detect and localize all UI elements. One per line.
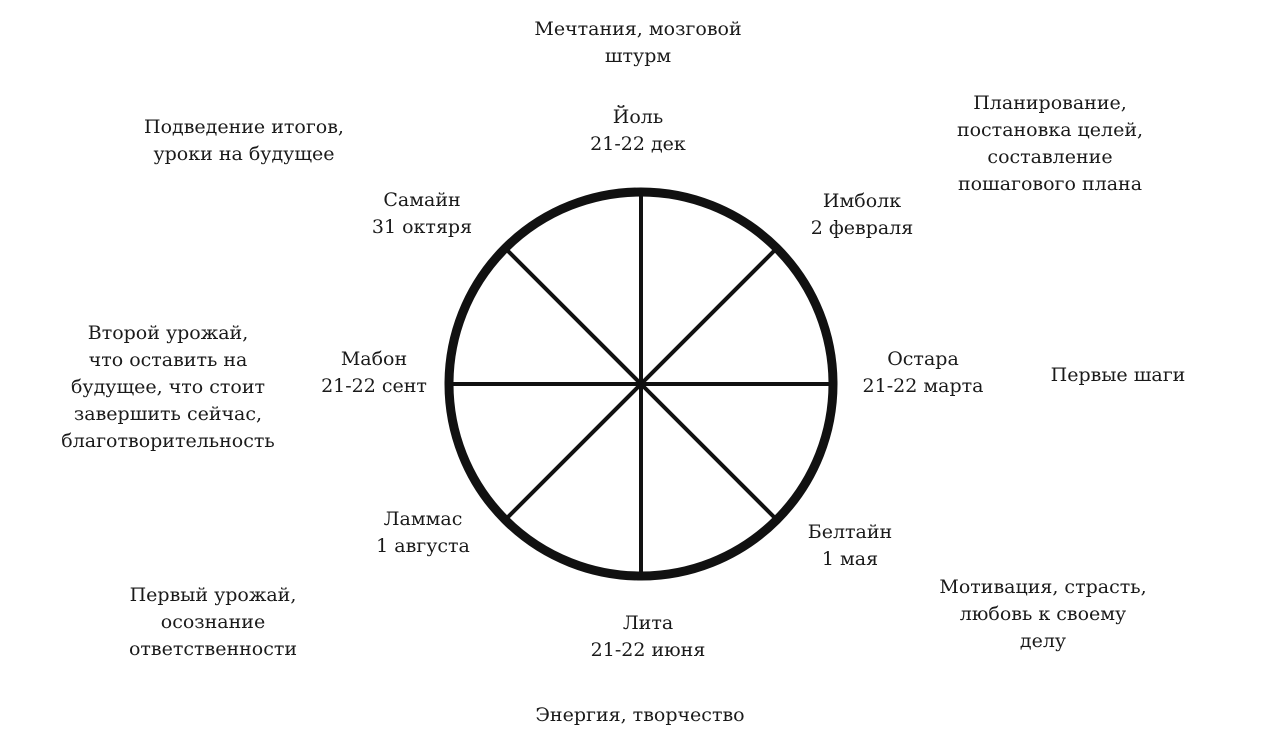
description-beltane	[924, 574, 1162, 655]
sabbat-ostara-label	[848, 346, 998, 400]
sabbat-imbolc-label	[792, 188, 932, 242]
sabbat-lammas-name: Ламмас	[383, 508, 463, 530]
description-line: любовь к своему	[959, 603, 1127, 625]
description-yule	[498, 16, 778, 70]
description-lammas	[100, 582, 326, 663]
sabbat-litha-label	[578, 610, 718, 664]
description-line: штурм	[604, 45, 672, 67]
description-line: пошагового плана	[957, 173, 1143, 195]
wheel-spoke	[641, 384, 777, 520]
description-line: Мотивация, страсть,	[939, 576, 1147, 598]
sabbat-samhain-label	[352, 187, 492, 241]
description-line: составление	[987, 146, 1113, 168]
description-line: Второй урожай,	[87, 322, 249, 344]
sabbat-litha-name: Лита	[622, 612, 674, 634]
description-line: Подведение итогов,	[144, 116, 344, 138]
description-line: будущее, что стоит	[70, 376, 266, 398]
sabbat-beltane-label	[800, 519, 900, 573]
sabbat-samhain-date: 31 октяря	[371, 216, 473, 238]
sabbat-ostara-date: 21-22 марта	[862, 375, 984, 397]
description-line: делу	[1019, 630, 1067, 652]
sabbat-beltane-name: Белтайн	[807, 521, 893, 543]
wheel-spoke	[505, 248, 641, 384]
description-line: осознание	[160, 611, 266, 633]
sabbat-mabon-name: Мабон	[340, 348, 408, 370]
description-line: Первые шаги	[1050, 364, 1186, 386]
description-litha	[430, 702, 850, 729]
description-line: уроки на будущее	[153, 143, 335, 165]
sabbat-lammas-label	[358, 506, 488, 560]
sabbat-mabon-date: 21-22 сент	[321, 375, 427, 397]
sabbat-yule-name: Йоль	[612, 106, 664, 128]
description-line: завершить сейчас,	[73, 403, 263, 425]
sabbat-ostara-name: Остара	[887, 348, 959, 370]
sabbat-litha-date: 21-22 июня	[590, 639, 706, 661]
sabbat-imbolc-date: 2 февраля	[810, 217, 914, 239]
description-line: что оставить на	[88, 349, 248, 371]
sabbat-lammas-date: 1 августа	[376, 535, 470, 557]
description-line: Энергия, творчество	[535, 704, 745, 726]
description-imbolc	[930, 90, 1170, 198]
description-samhain	[112, 114, 376, 168]
description-line: Первый урожай,	[129, 584, 297, 606]
description-mabon	[40, 320, 296, 455]
sabbat-imbolc-name: Имболк	[822, 190, 902, 212]
description-line: постановка целей,	[956, 119, 1144, 141]
description-line: благотворительность	[61, 430, 275, 452]
description-line: Планирование,	[973, 92, 1127, 114]
sabbat-beltane-date: 1 мая	[821, 548, 879, 570]
sabbat-samhain-name: Самайн	[383, 189, 461, 211]
sabbat-yule-label	[588, 104, 688, 158]
description-line: Мечтания, мозговой	[534, 18, 742, 40]
description-line: ответственности	[128, 638, 298, 660]
sabbat-mabon-label	[312, 346, 436, 400]
wheel-spoke	[641, 248, 777, 384]
sabbat-yule-date: 21-22 дек	[590, 133, 686, 155]
wheel-spoke	[505, 384, 641, 520]
description-ostara	[1028, 362, 1208, 389]
